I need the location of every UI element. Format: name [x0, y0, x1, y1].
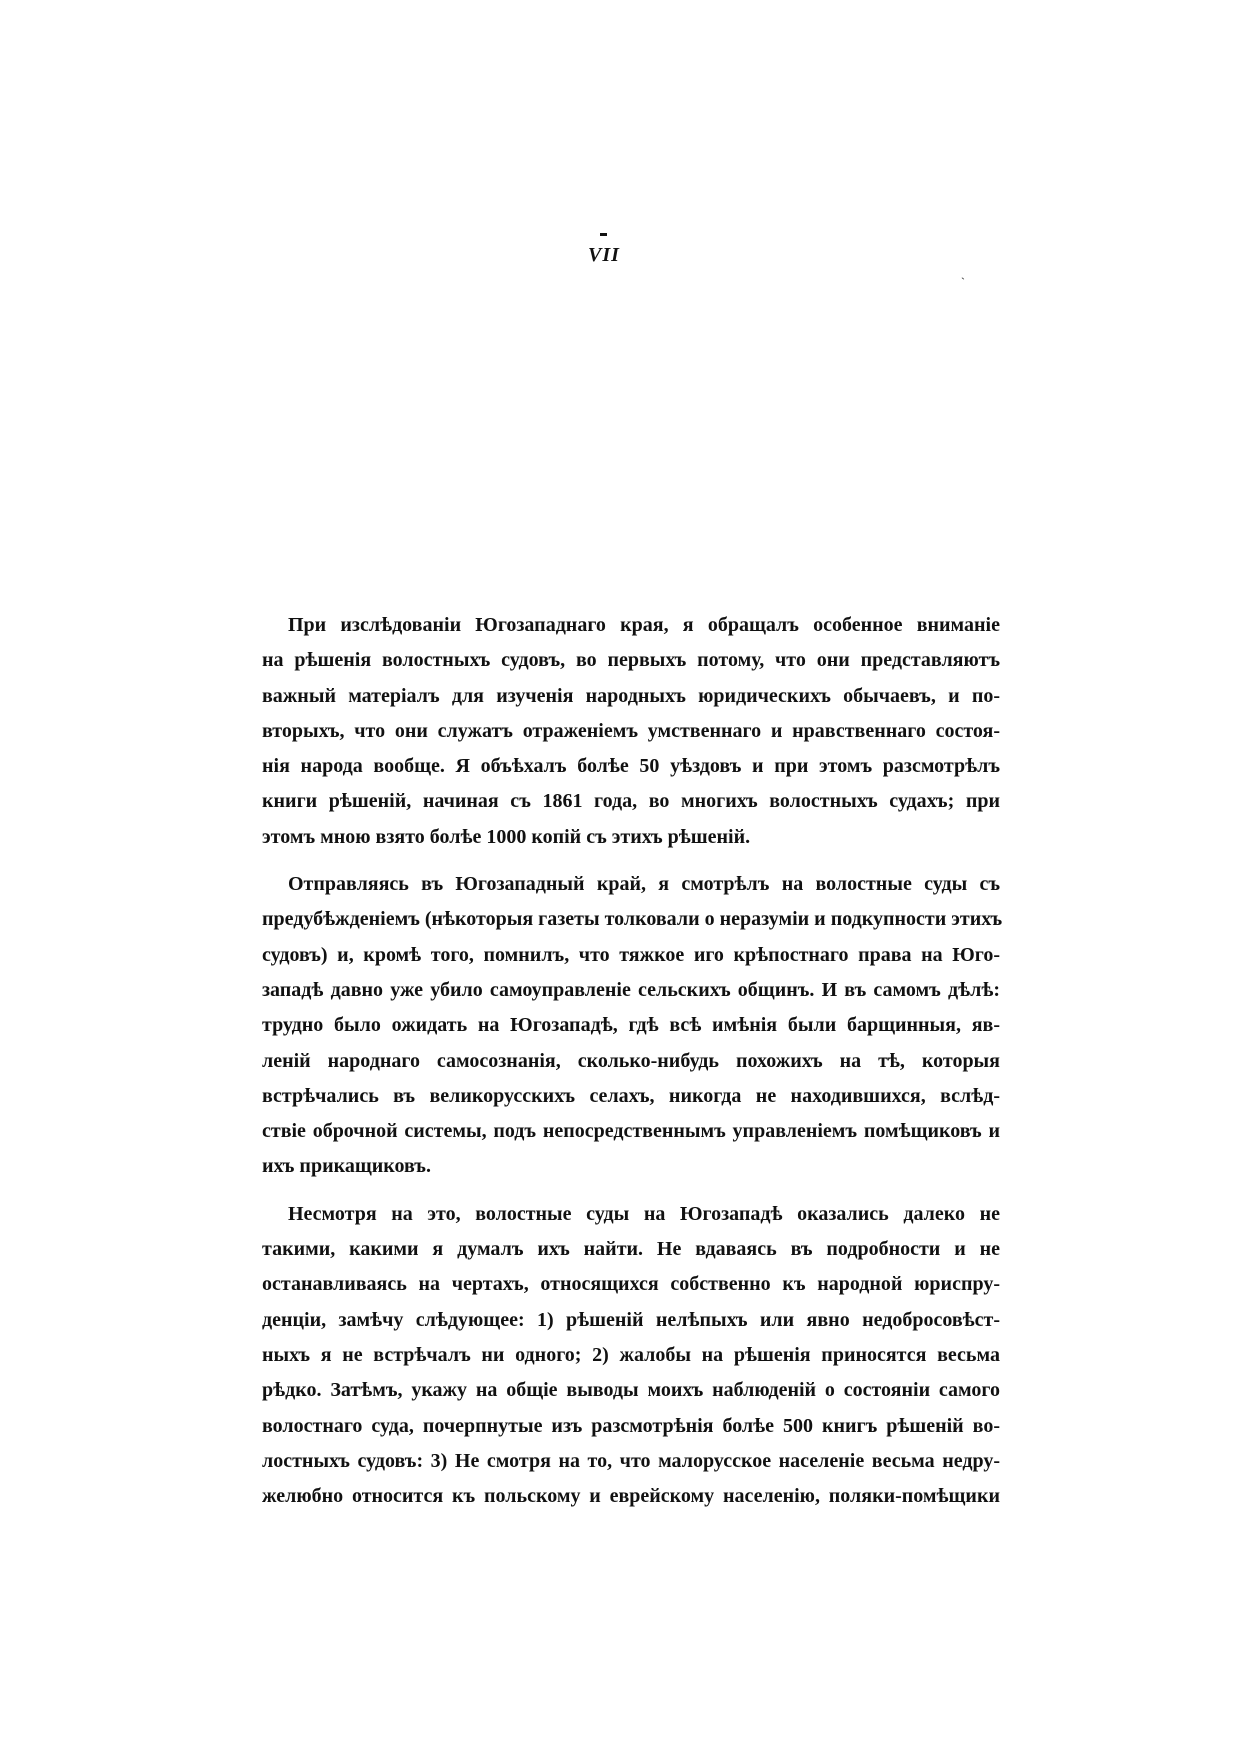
- text-line: ихъ прикащиковъ.: [262, 1155, 431, 1178]
- scan-speck: ˎ: [961, 266, 965, 280]
- text-line: Отправляясь въ Югозападный край, я смотрѣлъ на волостные суды съ: [288, 873, 1000, 896]
- text-line: важный матеріалъ для изученія народныхъ юридическихъ обычаевъ, и по-: [262, 684, 1000, 707]
- text-line: встрѣчались въ великорусскихъ селахъ, никогда не находившихся, вслѣд-: [262, 1084, 1000, 1107]
- text-line: нія народа вообще. Я объѣхалъ болѣе 50 уѣздовъ и при этомъ разсмотрѣлъ: [262, 755, 1000, 778]
- folio-dash: [600, 233, 607, 236]
- text-line: вторыхъ, что они служатъ отраженіемъ умственнаго и нравственнаго состоя-: [262, 719, 1000, 742]
- text-line: лостныхъ судовъ: 3) Не смотря на то, что малорусское населеніе весьма недру-: [262, 1449, 1000, 1472]
- text-line: леній народнаго самосознанія, сколько-нибудь похожихъ на тѣ, которыя: [262, 1049, 1000, 1072]
- text-line: такими, какими я думалъ ихъ найти. Не вдаваясь въ подробности и не: [262, 1238, 1000, 1261]
- text-line: Несмотря на это, волостные суды на Югозападѣ оказались далеко не: [288, 1202, 1000, 1225]
- text-line: останавливаясь на чертахъ, относящихся собственно къ народной юриспру-: [262, 1273, 1000, 1296]
- text-line: При изслѣдованіи Югозападнаго края, я обращалъ особенное вниманіе: [288, 614, 1000, 636]
- text-line: волостнаго суда, почерпнутые изъ разсмотрѣнія болѣе 500 книгъ рѣшеній во-: [262, 1414, 1000, 1437]
- text-line: трудно было ожидать на Югозападѣ, гдѣ всѣ имѣнія были барщинныя, яв-: [262, 1014, 1000, 1037]
- paragraph-1: [262, 608, 1000, 855]
- text-line: этомъ мною взято болѣе 1000 копій съ этихъ рѣшеній.: [262, 825, 751, 848]
- text-line: желюбно относится къ польскому и еврейскому населенію, поляки-помѣщики: [262, 1485, 1000, 1508]
- text-line: книги рѣшеній, начиная съ 1861 года, во многихъ волостныхъ судахъ; при: [262, 790, 1000, 813]
- text-line: предубѣжденіемъ (нѣкоторыя газеты толковали о неразуміи и подкупности этихъ: [262, 908, 1003, 931]
- text-line: на рѣшенія волостныхъ судовъ, во первыхъ потому, что они представляютъ: [262, 649, 1000, 672]
- page-folio: VII: [588, 244, 620, 266]
- paragraph-3: [262, 1197, 1000, 1515]
- text-line: судовъ) и, кромѣ того, помнилъ, что тяжкое иго крѣпостнаго права на Юго-: [262, 943, 1000, 966]
- text-line: ствіе оброчной системы, подъ непосредственнымъ управленіемъ помѣщиковъ и: [262, 1120, 1000, 1143]
- body-text: [262, 608, 1003, 1514]
- paragraph-2: [262, 867, 1003, 1185]
- text-line: денціи, замѣчу слѣдующее: 1) рѣшеній нелѣпыхъ или явно недобросовѣст-: [262, 1308, 1000, 1331]
- text-line: западѣ давно уже убило самоуправленіе сельскихъ общинъ. И въ самомъ дѣлѣ:: [262, 978, 1000, 1001]
- text-line: ныхъ я не встрѣчалъ ни одного; 2) жалобы на рѣшенія приносятся весьма: [262, 1343, 1000, 1366]
- text-line: рѣдко. Затѣмъ, укажу на общіе выводы моихъ наблюденій о состояніи самого: [262, 1379, 1000, 1402]
